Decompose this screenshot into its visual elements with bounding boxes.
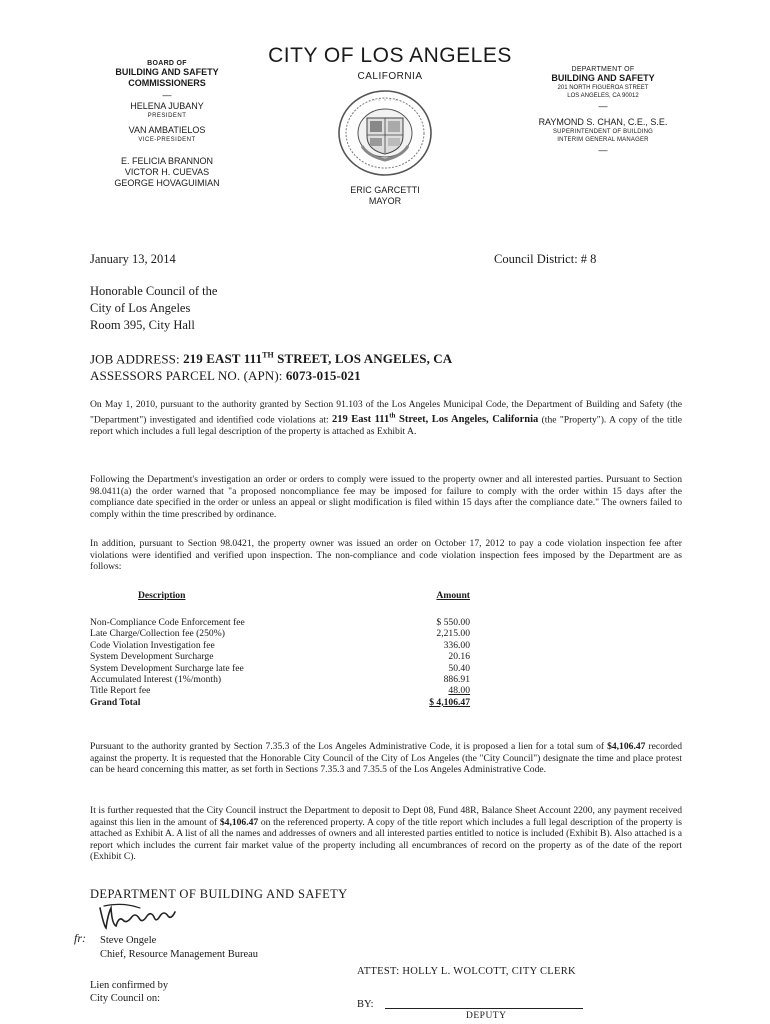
svg-text:◦ ◦ ◦ ◦ ◦: ◦ ◦ ◦ ◦ ◦	[372, 97, 398, 104]
apn-value: 6073-015-021	[285, 368, 361, 384]
amount-header: Amount	[436, 590, 470, 601]
job-street-rest: STREET, LOS ANGELES, CA	[273, 351, 453, 367]
lien-confirmation	[90, 979, 168, 1005]
paragraph-3: In addition, pursuant to Section 98.0421, the property owner was issued an order on October 17, 2012 to pay a code violation inspection fee after violations were identified and verified upon inspection. The non-compliance and code violation inspection fees imposed by the Department are as follows:	[90, 538, 682, 573]
job-address-block	[90, 347, 452, 384]
job-street-suffix: TH	[262, 351, 274, 360]
property-address-suffix: th	[389, 411, 396, 420]
board-member-name: VICTOR H. CUEVAS	[124, 167, 210, 177]
attest-line: ATTEST: HOLLY L. WOLCOTT, CITY CLERK	[357, 966, 576, 977]
job-address-label: JOB ADDRESS:	[90, 351, 184, 367]
city-state: CALIFORNIA	[357, 71, 423, 82]
fee-description: Late Charge/Collection fee (250%)	[90, 628, 225, 640]
fee-amount: 2,215.00	[436, 628, 470, 640]
fee-table-header	[90, 590, 470, 606]
board-member-role: PRESIDENT	[147, 113, 187, 119]
signer-name: Steve Ongele	[100, 935, 157, 946]
signature-line	[385, 1008, 583, 1009]
lien-amount: $4,106.47	[607, 741, 646, 752]
city-seal-icon	[336, 88, 434, 178]
letter-date: January 13, 2014	[90, 252, 176, 266]
board-member-name: E. FELICIA BRANNON	[120, 156, 214, 166]
mayor-block	[300, 185, 470, 207]
addressee-line: Room 395, City Hall	[90, 318, 195, 332]
board-member-name: HELENA JUBANY	[130, 101, 204, 111]
fee-amount: 886.91	[443, 673, 470, 685]
fee-amount: 50.40	[448, 662, 470, 674]
fee-row	[90, 685, 470, 696]
fee-row	[90, 651, 470, 662]
fee-table	[90, 590, 470, 708]
property-address-rest: Street, Los Angeles, California	[395, 414, 539, 426]
signer-block	[100, 934, 258, 962]
paragraph-text: On May 1, 2010, pursuant to the authority granted by Section 91.103 of the Los Angeles Municipal Code, the Department of Building and Safety (the "Department") investigated and identified code violations at:	[90, 399, 682, 426]
paragraph-text: (the "Property"). A copy of the title report which includes a full legal description of the property is attached as Exhibit A.	[90, 414, 682, 437]
fee-total-row	[90, 697, 470, 708]
fee-description: System Development Surcharge	[90, 651, 214, 663]
fee-description: System Development Surcharge late fee	[90, 662, 244, 674]
lien-line: Lien confirmed by	[90, 980, 169, 991]
total-amount: $ 4,106.47	[429, 696, 470, 708]
apn-line	[90, 367, 452, 384]
dept-dash: —	[598, 101, 608, 111]
handwritten-signature-icon	[94, 900, 194, 936]
addressee-line: Honorable Council of the	[90, 284, 218, 298]
paragraph-4	[90, 741, 682, 776]
paragraph-2: Following the Department's investigation an order or orders to comply were issued to the property owner and all interested parties. Pursuant to Section 98.0411(a) the order warned that "a proposed noncompliance fee may be imposed for failure to comply with the order within 15 days after the compliance date specified in the order or unless an appeal or slight modification is filed within 15 days after the compliance date." The owners failed to comply within the time prescribed by ordinance.	[90, 474, 682, 520]
job-address-line	[90, 347, 452, 367]
mayor-title: MAYOR	[368, 196, 402, 206]
fee-row	[90, 628, 470, 639]
dept-signature-heading: DEPARTMENT OF BUILDING AND SAFETY	[90, 887, 348, 901]
paragraph-5	[90, 805, 682, 863]
fee-description: Code Violation Investigation fee	[90, 639, 215, 651]
mayor-name: ERIC GARCETTI	[350, 185, 420, 195]
gm-name: RAYMOND S. CHAN, C.E., S.E.	[538, 117, 668, 127]
fee-description: Accumulated Interest (1%/month)	[90, 673, 222, 685]
board-member-name: VAN AMBATIELOS	[128, 125, 206, 135]
fee-row	[90, 674, 470, 685]
fee-row	[90, 663, 470, 674]
fee-amount: 20.16	[448, 651, 470, 663]
board-block	[82, 60, 252, 189]
board-member-name: GEORGE HOVAGUIMIAN	[114, 178, 220, 188]
paragraph-text: It is further requested that the City Council instruct the Department to deposit to Dept 08, Fund 48R, Balance Sheet Account 2200, any payment received against this lien in the amount of	[90, 805, 682, 828]
dept-address-line: LOS ANGELES, CA 90012	[567, 93, 639, 99]
lien-line: City Council on:	[90, 993, 161, 1004]
fee-amount: 336.00	[443, 639, 470, 651]
council-district: Council District: # 8	[494, 252, 597, 266]
signer-title: Chief, Resource Management Bureau	[100, 949, 259, 960]
fee-row	[90, 617, 470, 628]
board-member-role: VICE-PRESIDENT	[138, 137, 196, 143]
dept-title: BUILDING AND SAFETY	[551, 73, 655, 83]
fee-description: Title Report fee	[90, 685, 151, 697]
fee-amount: $ 550.00	[436, 617, 470, 628]
description-header: Description	[138, 590, 186, 601]
city-title: CITY OF LOS ANGELES	[268, 44, 512, 67]
gm-role: INTERIM GENERAL MANAGER	[557, 137, 649, 143]
paragraph-text: Pursuant to the authority granted by Section 7.35.3 of the Los Angeles Administrative Code, it is proposed a lien for a total sum of	[90, 741, 608, 752]
board-dash: —	[162, 90, 172, 100]
job-street: 219 EAST 111	[183, 351, 263, 367]
addressee-block	[90, 283, 217, 334]
board-title-2: COMMISSIONERS	[128, 78, 206, 88]
paragraph-1	[90, 399, 682, 437]
dept-address-line: 201 NORTH FIGUEROA STREET	[557, 85, 649, 91]
board-label: BOARD OF	[147, 60, 187, 67]
gm-role: SUPERINTENDENT OF BUILDING	[552, 129, 654, 135]
deputy-label: DEPUTY	[466, 1011, 507, 1021]
apn-label: ASSESSORS PARCEL NO. (APN):	[90, 368, 286, 384]
fee-row	[90, 640, 470, 651]
property-address: 219 East 111	[331, 414, 390, 426]
paragraph-text: recorded against the property. It is requested that the Honorable City Council of the City of Los Angeles (the "City Council") designate the time and place protest can be heard concerning this matter, as set forth in Sections 7.35.3 and 7.35.5 of the Los Angeles Administrative Code.	[90, 741, 682, 776]
fr-mark: fr:	[74, 931, 86, 945]
by-label: BY:	[357, 999, 374, 1010]
total-label: Grand Total	[90, 696, 141, 708]
dept-dash-2: —	[598, 145, 608, 155]
addressee-line: City of Los Angeles	[90, 301, 191, 315]
fee-description: Non-Compliance Code Enforcement fee	[90, 617, 245, 628]
department-block	[518, 66, 688, 156]
deposit-amount: $4,106.47	[219, 816, 259, 828]
fee-amount: 48.00	[448, 685, 470, 697]
board-title-1: BUILDING AND SAFETY	[115, 67, 219, 77]
dept-label: DEPARTMENT OF	[571, 66, 635, 73]
paragraph-text: on the referenced property. A copy of the title report which includes a full legal description of the property is attached as Exhibit A. A list of all the names and addresses of owners and all interested parties entitled to notice is included (Exhibit B). Also attached is a report which includes the current fair market value of the property including all encumbrances of record on the property as of the date of the report (Exhibit C).	[90, 816, 682, 863]
